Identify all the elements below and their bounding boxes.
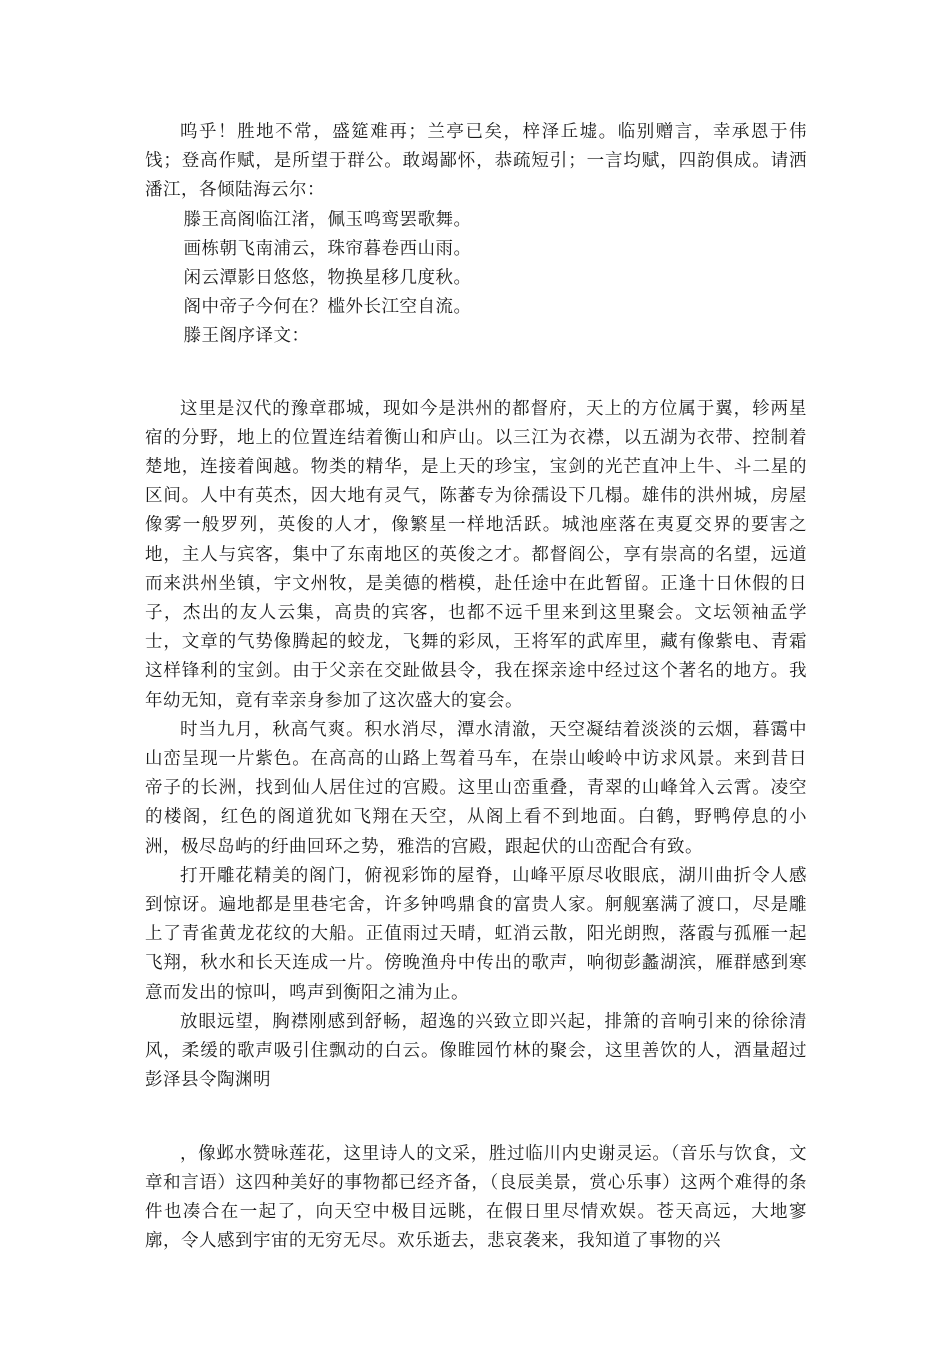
poem-line-1: 滕王高阁临江渚，佩玉鸣鸾罢歌舞。 <box>183 209 472 230</box>
poem-line-2: 画栋朝飞南浦云，珠帘暮卷西山雨。 <box>183 238 472 259</box>
translation-paragraph-1: 这里是汉代的豫章郡城，现如今是洪州的都督府，天上的方位属于翼，轸两星宿的分野，地上的位置连结着衡山和庐山。以三江为衣襟，以五湖为衣带、控制着楚地，连接着闽越。物类的精华，是上天的珍宝，宝剑的光芒直冲上牛、斗二星的区间。人中有英杰，因大地有灵气，陈蕃专为徐孺设下几榻。雄伟的洪州城，房屋像雾一般罗列，英俊的人才，像繁星一样地活跃。城池座落在夷夏交界的要害之地，主人与宾客，集中了东南地区的英俊之才。都督阎公，享有崇高的名望，远道而来洪州坐镇，宇文州牧，是美德的楷模，赴任途中在此暂留。正逢十日休假的日子，杰出的友人云集，高贵的宾客，也都不远千里来到这里聚会。文坛领袖孟学士，文章的气势像腾起的蛟龙，飞舞的彩凤，王将军的武库里，藏有像紫电、青霜这样锋利的宝剑。由于父亲在交趾做县令，我在探亲途中经过这个著名的地方。我年幼无知，竟有幸亲身参加了这次盛大的宴会。 <box>145 398 807 711</box>
continuation-paragraph: ，像邺水赞咏莲花，这里诗人的文采，胜过临川内史谢灵运。（音乐与饮食，文章和言语）这四种美好的事物都已经齐备，（良辰美景，赏心乐事）这两个难得的条件也凑合在一起了，向天空中极目远眺，在假日里尽情欢娱。苍天高远，大地寥廓，令人感到宇宙的无穷无尽。欢乐逝去，悲哀袭来，我知道了事物的兴 <box>145 1143 807 1252</box>
translation-paragraph-4: 放眼远望，胸襟刚感到舒畅，超逸的兴致立即兴起，排箫的音响引来的徐徐清风，柔缓的歌声吸引住飘动的白云。像睢园竹林的聚会，这里善饮的人，酒量超过彭泽县令陶渊明 <box>145 1011 807 1091</box>
poem-line-4: 阁中帝子今何在？槛外长江空自流。 <box>183 297 472 318</box>
section-gap <box>145 352 807 395</box>
translation-heading: 滕王阁序译文： <box>183 326 310 347</box>
page-break-gap <box>145 1096 807 1140</box>
translation-paragraph-3: 打开雕花精美的阁门，俯视彩饰的屋脊，山峰平原尽收眼底，湖川曲折令人感到惊讶。遍地都是里巷宅舍，许多钟鸣鼎食的富贵人家。舸舰塞满了渡口，尽是雕上了青雀黄龙花纹的大船。正值雨过天晴，虹消云散，阳光朗煦，落霞与孤雁一起飞翔，秋水和长天连成一片。傍晚渔舟中传出的歌声，响彻彭蠡湖滨，雁群感到寒意而发出的惊叫，鸣声到衡阳之浦为止。 <box>145 865 807 1003</box>
document-body <box>145 118 807 1256</box>
poem <box>145 206 807 323</box>
poem-line-3: 闲云潭影日悠悠，物换星移几度秋。 <box>183 268 472 289</box>
translation-paragraph-2: 时当九月，秋高气爽。积水消尽，潭水清澈，天空凝结着淡淡的云烟，暮霭中山峦呈现一片紫色。在高高的山路上驾着马车，在崇山峻岭中访求风景。来到昔日帝子的长洲，找到仙人居住过的宫殿。这里山峦重叠，青翠的山峰耸入云霄。凌空的楼阁，红色的阁道犹如飞翔在天空，从阁上看不到地面。白鹤，野鸭停息的小洲，极尽岛屿的纡曲回环之势，雅浩的宫殿，跟起伏的山峦配合有致。 <box>145 719 807 857</box>
intro-paragraph: 呜乎！胜地不常，盛筵难再；兰亭已矣，梓泽丘墟。临别赠言，幸承恩于伟饯；登高作赋，是所望于群公。敢竭鄙怀，恭疏短引；一言均赋，四韵俱成。请洒潘江，各倾陆海云尔： <box>145 122 807 201</box>
